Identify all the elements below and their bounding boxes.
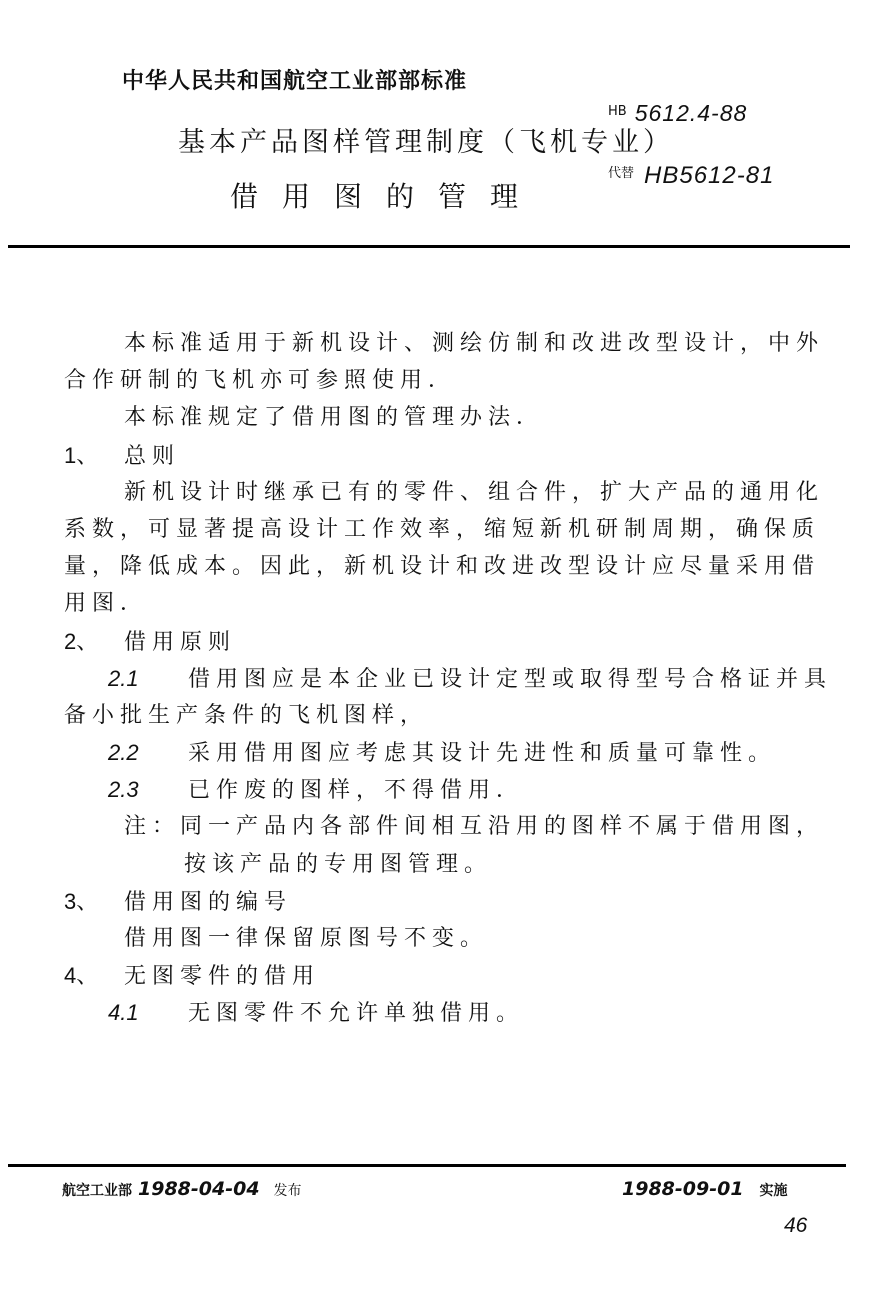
paragraph-line: 借用图一律保留原图号不变。 [124,926,489,951]
note-label: 注： [124,814,181,840]
clause-number: 2.2 [108,740,139,766]
publication-info [62,1178,302,1200]
issuing-authority: 中华人民共和国航空工业部部标准 [122,69,468,94]
intro-paragraph-line: 本标准适用于新机设计、测绘仿制和改进改型设计，中外 [124,331,825,356]
section-number: 1、 [64,442,99,468]
clause-text: 无图零件不允许单独借用。 [188,1001,525,1027]
clause-text: 采用借用图应考虑其设计先进性和质量可靠性。 [188,741,777,767]
section-number: 2、 [64,628,99,654]
effective-info [622,1178,788,1200]
replaces-number-value: HB5612-81 [644,162,775,189]
clause-2-1 [64,660,833,697]
note-continuation: 按该产品的专用图管理。 [184,851,493,877]
scope-paragraph: 本标准规定了借用图的管理办法． [124,405,545,431]
publish-label: 发布 [273,1183,302,1199]
section-heading-3 [64,883,824,920]
section-number: 4、 [64,963,99,989]
clause-continuation: 备小批生产条件的飞机图样， [64,702,429,728]
paragraph-line: 量，降低成本。因此，新机设计和改进改型设计应尽量采用借 [64,554,821,580]
effective-label: 实施 [759,1183,788,1199]
clause-number: 2.1 [108,665,139,691]
publish-date: 1988-04-04 [138,1178,260,1200]
clause-2-2 [64,734,824,771]
section-title: 借用原则 [124,629,237,655]
effective-date: 1988-09-01 [622,1178,744,1200]
document-body [64,325,833,1032]
replaces-prefix: 代替 [608,166,635,181]
standard-number-value: 5612.4-88 [634,100,748,126]
document-subtitle: 借用图的管理 [230,180,543,213]
clause-text: 借用图应是本企业已设计定型或取得型号合格证并具 [188,666,833,692]
paragraph-line: 用图． [64,591,149,617]
publisher: 航空工业部 [62,1183,132,1199]
page-number: 46 [784,1214,808,1237]
standard-prefix: HB [608,104,627,119]
paragraph-line: 系数，可显著提高设计工作效率，缩短新机研制周期，确保质 [64,516,821,542]
footer-divider [8,1164,846,1167]
section-number: 3、 [64,888,99,914]
section-heading-1 [64,437,824,474]
section-heading-2 [64,623,824,660]
section-title: 借用图的编号 [124,889,293,915]
note [64,808,824,845]
clause-number: 2.3 [108,777,139,803]
clause-4-1 [64,994,824,1031]
section-heading-4 [64,957,824,994]
note-text: 同一产品内各部件间相互沿用的图样不属于借用图， [180,814,825,840]
paragraph-line: 新机设计时继承已有的零件、组合件，扩大产品的通用化 [124,479,825,505]
document-title: 基本产品图样管理制度（飞机专业） [178,127,674,158]
intro-paragraph-line: 合作研制的飞机亦可参照使用． [64,368,457,394]
header-divider [8,245,850,248]
section-title: 无图零件的借用 [124,964,321,990]
clause-text: 已作废的图样，不得借用． [188,778,525,804]
clause-2-3 [64,771,824,808]
standard-number [608,100,747,127]
clause-number: 4.1 [108,1000,139,1026]
section-title: 总则 [124,443,181,469]
replaces-standard [608,162,774,190]
